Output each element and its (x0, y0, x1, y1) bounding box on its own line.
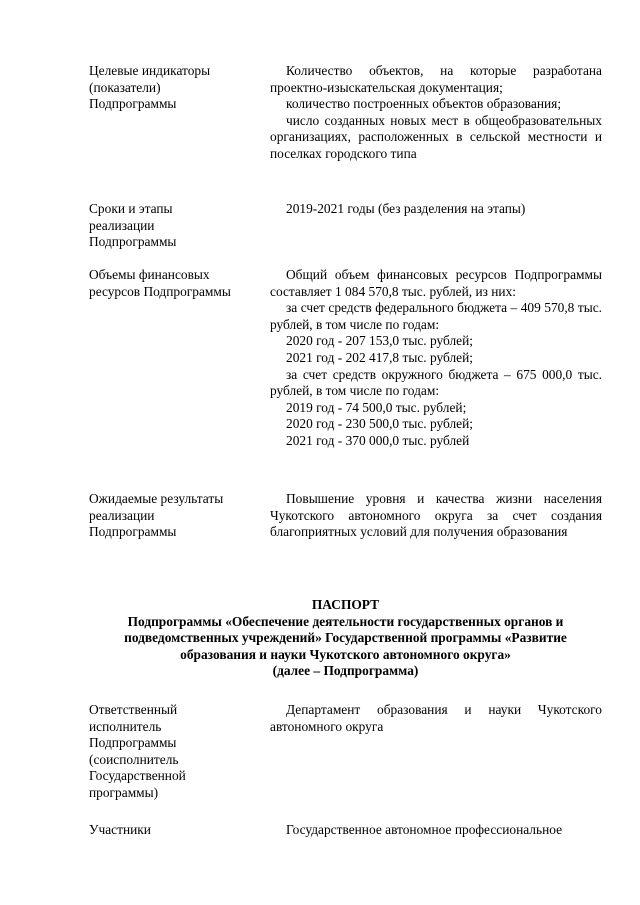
value-paragraph: 2021 год - 202 417,8 тыс. рублей; (286, 349, 473, 365)
row-label (89, 702, 264, 802)
row-value (270, 822, 602, 839)
row-label (89, 267, 264, 300)
page-title: ПАСПОРТ (311, 597, 380, 612)
passport-title-block (89, 597, 602, 680)
label-line: Сроки и этапы (89, 201, 173, 216)
value-paragraph: за счет средств окружного бюджета – 675 000,0 тыс. рублей, в том числе по годам: (270, 366, 602, 399)
subtitle-line: образования и науки Чукотского автономного округа» (180, 646, 511, 662)
value-paragraph: 2020 год - 207 153,0 тыс. рублей; (286, 333, 473, 349)
row-label (89, 63, 264, 113)
value-paragraph: Общий объем финансовых ресурсов Подпрограммы составляет 1 084 570,8 тыс. рублей, из них: (270, 267, 602, 299)
value-paragraph: за счет средств федерального бюджета – 409 570,8 тыс. рублей, в том числе по годам: (270, 300, 602, 332)
value-paragraph: 2020 год - 230 500,0 тыс. рублей; (286, 416, 473, 432)
label-line: Государственной (89, 768, 186, 784)
row-value (270, 201, 602, 218)
row-value (270, 702, 602, 735)
label-line: ресурсов Подпрограммы (89, 283, 231, 299)
subtitle-line: (далее – Подпрограмма) (272, 663, 419, 679)
value-paragraph: Количество объектов, на которые разработана проектно-изыскательская документация; (270, 63, 602, 95)
row-label (89, 822, 264, 839)
label-line: Подпрограммы (89, 234, 177, 250)
subtitle-line: подведомственных учреждений» Государственной программы «Развитие (124, 630, 567, 646)
label-line: Ответственный (89, 702, 178, 717)
value-paragraph: Департамент образования и науки Чукотского автономного округа (270, 702, 602, 734)
label-line: реализации (89, 507, 155, 523)
label-line: Целевые индикаторы (89, 63, 211, 78)
label-line: (показатели) (89, 79, 161, 95)
row-value (270, 491, 602, 541)
label-line: Подпрограммы (89, 96, 177, 112)
row-label (89, 491, 264, 541)
row-value (270, 63, 602, 163)
label-line: Подпрограммы (89, 524, 177, 540)
label-line: Ожидаемые результаты (89, 491, 224, 506)
row-value (270, 267, 602, 450)
value-paragraph: Повышение уровня и качества жизни населения Чукотского автономного округа за счет создания благоприятных условий для получения образования (270, 491, 602, 540)
label-line: (соисполнитель (89, 751, 179, 767)
label-line: реализации (89, 217, 155, 233)
value-paragraph: 2019 год - 74 500,0 тыс. рублей; (286, 399, 467, 415)
value-paragraph: количество построенных объектов образования; (286, 96, 562, 112)
label-line: Участники (89, 822, 151, 837)
label-line: исполнитель (89, 718, 162, 734)
subtitle-line: Подпрограммы «Обеспечение деятельности государственных органов и (127, 613, 564, 629)
value-paragraph: 2019-2021 годы (без разделения на этапы) (286, 201, 526, 216)
label-line: Объемы финансовых (89, 267, 210, 282)
label-line: программы) (89, 784, 159, 800)
label-line: Подпрограммы (89, 735, 177, 751)
value-paragraph: 2021 год - 370 000,0 тыс. рублей (286, 432, 470, 448)
row-label (89, 201, 264, 251)
value-paragraph: число созданных новых мест в общеобразовательных организациях, расположенных в сельской местности и поселках городского типа (270, 112, 602, 161)
value-paragraph: Государственное автономное профессиональное (286, 822, 563, 837)
